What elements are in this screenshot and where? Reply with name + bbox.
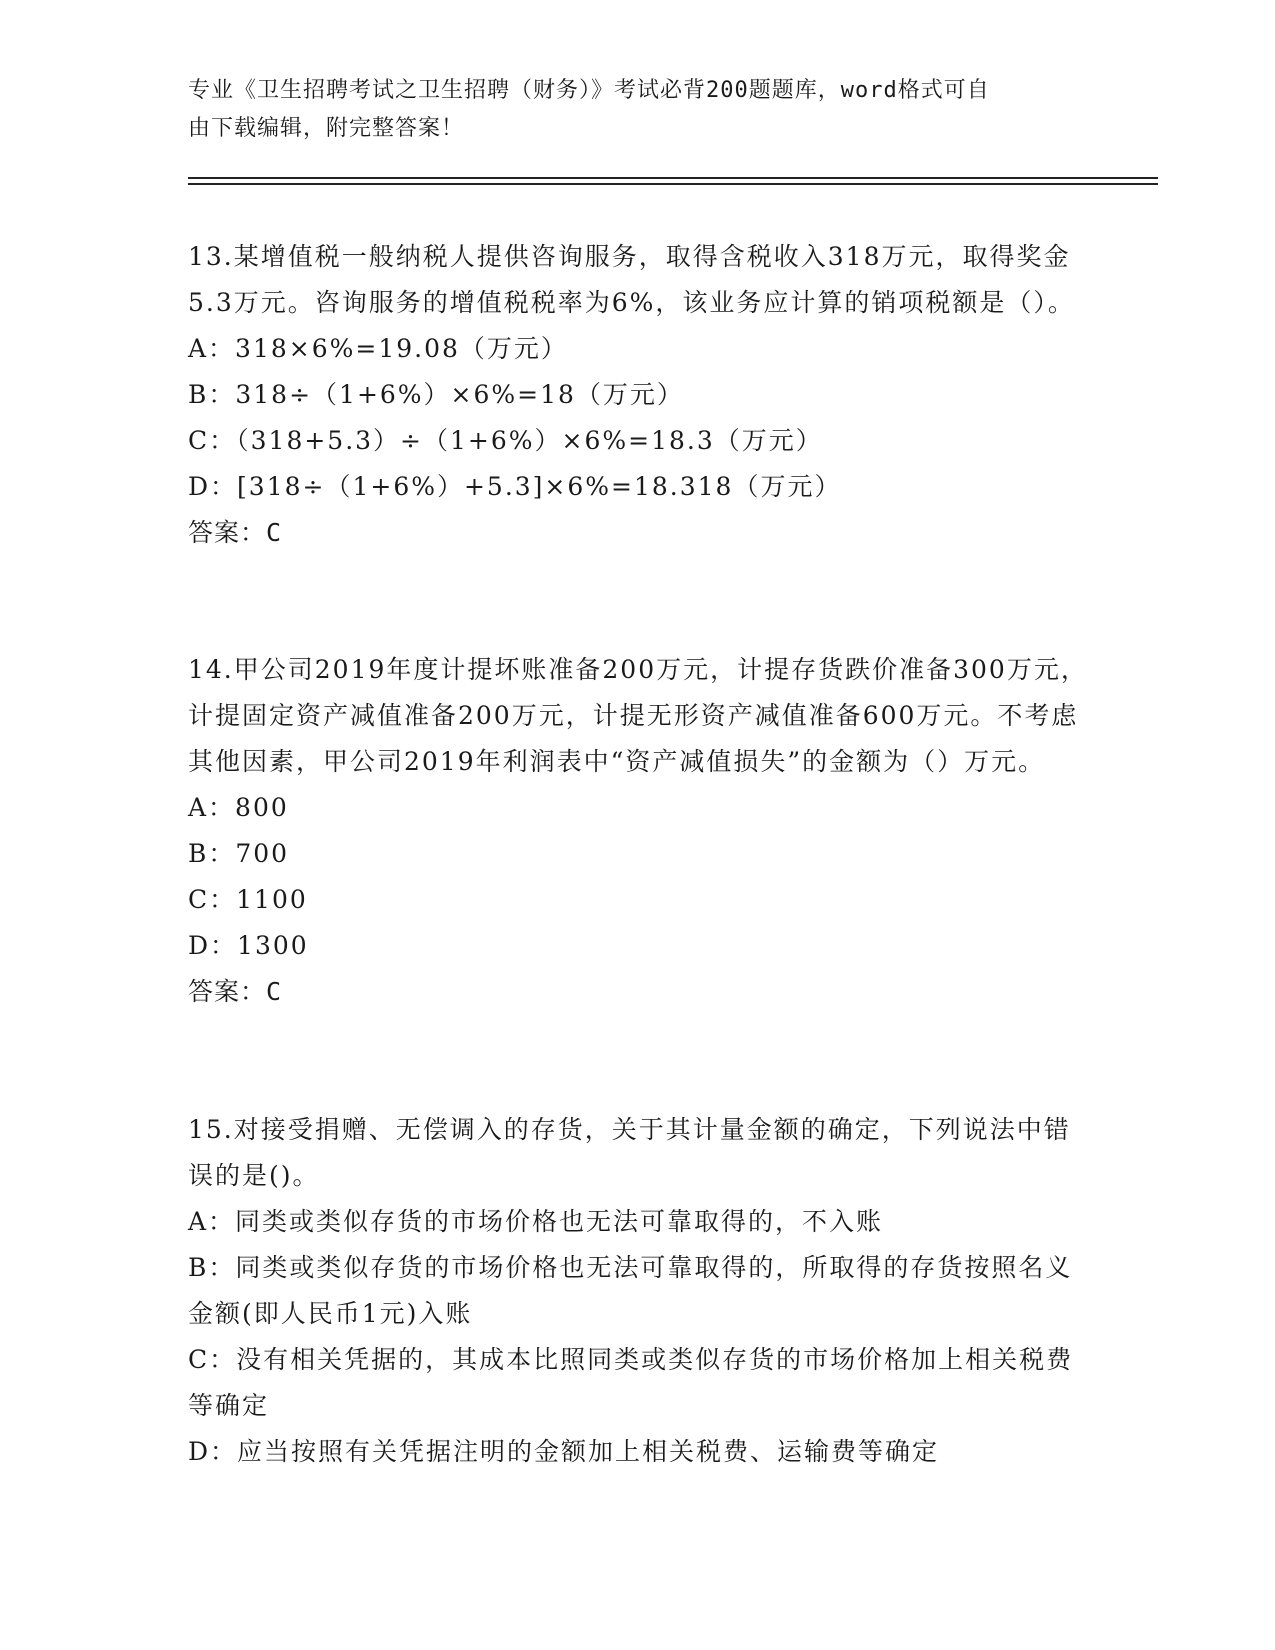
option-c: C：没有相关凭据的，其成本比照同类或类似存货的市场价格加上相关税费等确定 (188, 1345, 1074, 1420)
document-header (188, 72, 1088, 148)
option-a: A：同类或类似存货的市场价格也无法可靠取得的，不入账 (188, 1207, 884, 1236)
option-d: D：[318÷（1+6%）+5.3]×6%=18.318（万元） (188, 472, 842, 501)
option-b: B：318÷（1+6%）×6%=18（万元） (188, 380, 684, 409)
option-c: C：1100 (188, 885, 308, 914)
option-c: C：（318+5.3）÷（1+6%）×6%=18.3（万元） (188, 426, 823, 455)
question-stem: 14.甲公司2019年度计提坏账准备200万元，计提存货跌价准备300万元，计提固定资产减值准备200万元，计提无形资产减值准备600万元。不考虑其他因素，甲公司2019年利润表中“资产减值损失”的金额为（）万元。 (188, 655, 1088, 776)
option-b: B：700 (188, 839, 290, 868)
header-line-1: 专业《卫生招聘考试之卫生招聘（财务）》考试必背200题题库，word格式可自 (188, 78, 990, 103)
header-divider-bottom (188, 183, 1158, 185)
option-a: A：318×6%=19.08（万元） (188, 334, 568, 363)
question-14 (188, 647, 1088, 1015)
question-13 (188, 234, 1088, 556)
header-divider-top (188, 177, 1158, 179)
answer-line: 答案：C (188, 518, 283, 547)
option-d: D：应当按照有关凭据注明的金额加上相关税费、运输费等确定 (188, 1437, 940, 1466)
option-a: A：800 (188, 793, 289, 822)
question-15 (188, 1107, 1088, 1475)
option-b: B：同类或类似存货的市场价格也无法可靠取得的，所取得的存货按照名义金额(即人民币1元)入账 (188, 1253, 1073, 1328)
question-stem: 13.某增值税一般纳税人提供咨询服务，取得含税收入318万元，取得奖金5.3万元。咨询服务的增值税税率为6%，该业务应计算的销项税额是（）。 (188, 242, 1075, 317)
option-d: D：1300 (188, 931, 309, 960)
header-line-2: 由下载编辑，附完整答案！ (188, 116, 465, 141)
answer-line: 答案：C (188, 977, 283, 1006)
question-stem: 15.对接受捐赠、无偿调入的存货，关于其计量金额的确定，下列说法中错误的是()。 (188, 1115, 1071, 1190)
